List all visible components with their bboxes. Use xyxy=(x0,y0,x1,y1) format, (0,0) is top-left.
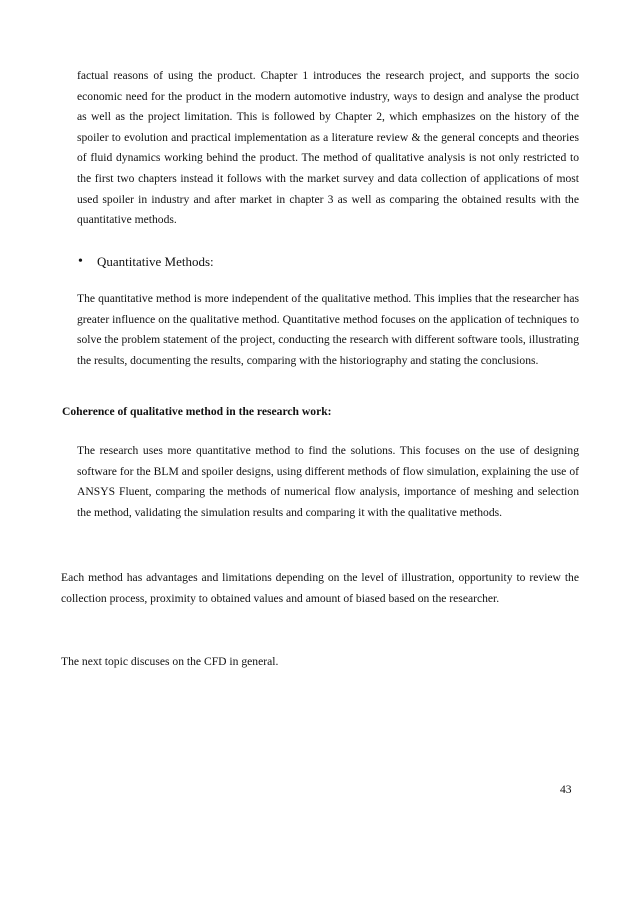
paragraph-next-topic: The next topic discuses on the CFD in general. xyxy=(61,655,279,668)
paragraph-method-limitations: Each method has advantages and limitations depending on the level of illustration, opportunity to review the collection process, proximity to obtained values and amount of biased based on the researcher. xyxy=(61,571,579,605)
bullet-icon: • xyxy=(78,254,83,269)
paragraph-qualitative-overview: factual reasons of using the product. Chapter 1 introduces the research project, and supports the socio economic need for the product in the modern automotive industry, ways to design and analyse the product as well as the project limitation. This is followed by Chapter 2, which emphasizes on the history of the spoiler to evolution and practical implementation as a literature review & the general concepts and theories of fluid dynamics working behind the product. The method of qualitative analysis is not only restricted to the first two chapters instead it follows with the market survey and data collection of applications of most used spoiler in industry and after market in chapter 3 as well as comparing the obtained results with the quantitative methods. xyxy=(77,69,579,227)
bullet-quantitative-methods xyxy=(77,252,477,272)
page-number: 43 xyxy=(560,783,572,796)
section-heading: Coherence of qualitative method in the research work: xyxy=(62,405,332,418)
paragraph-quantitative-method: The quantitative method is more independent of the qualitative method. This implies that the researcher has greater influence on the qualitative method. Quantitative method focuses on the application of techniques to solve the problem statement of the project, conducting the research with different software tools, illustrating the results, documenting the results, comparing with the historiography and stating the conclusions. xyxy=(77,292,579,367)
bullet-label: Quantitative Methods: xyxy=(97,254,214,269)
paragraph-research-approach: The research uses more quantitative method to find the solutions. This focuses on the use of designing software for the BLM and spoiler designs, using different methods of flow simulation, explaining the use of ANSYS Fluent, comparing the methods of numerical flow analysis, importance of meshing and selection the method, validating the simulation results and comparing it with the qualitative methods. xyxy=(77,444,579,519)
